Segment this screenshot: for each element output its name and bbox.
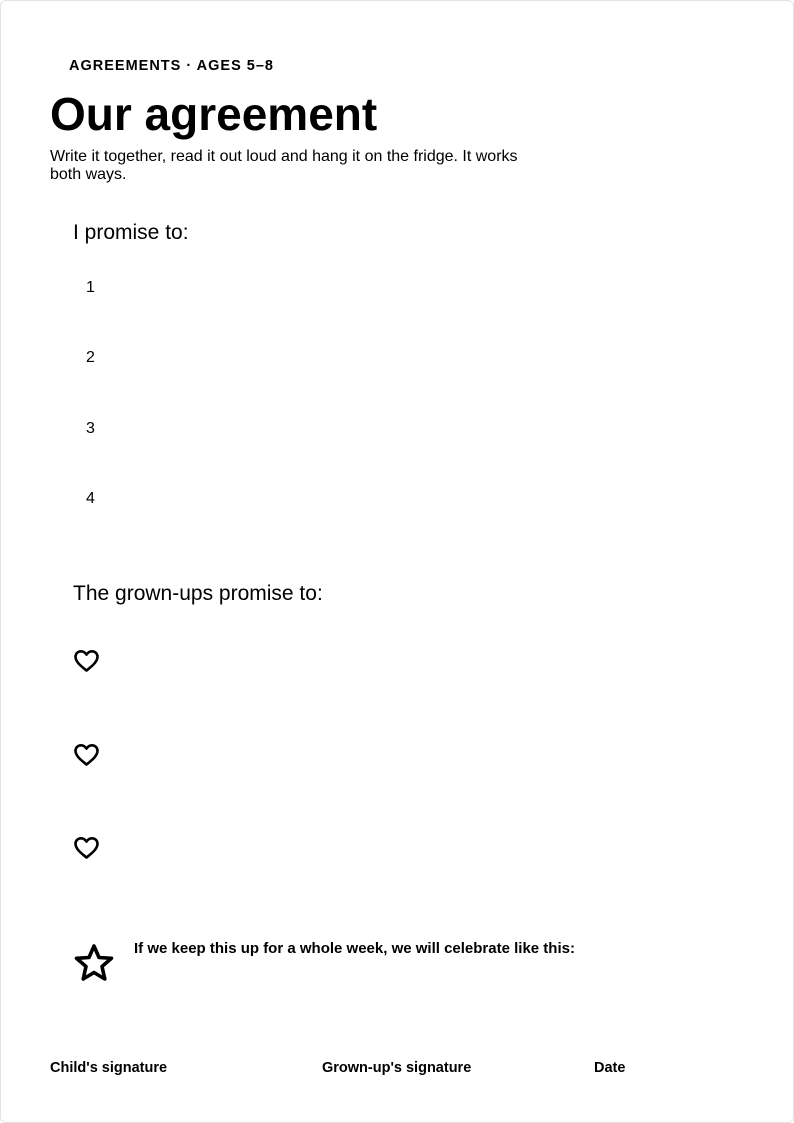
- star-icon: [73, 943, 115, 983]
- child-signature-label: Child's signature: [50, 1060, 168, 1076]
- heart-icon: [73, 743, 100, 767]
- child-promise-heading: I promise to:: [73, 221, 189, 244]
- celebration-prompt: If we keep this up for a whole week, we will celebrate like this:: [134, 940, 575, 957]
- promise-number: 2: [86, 349, 95, 366]
- date-label: Date: [594, 1060, 626, 1076]
- eyebrow-label: AGREEMENTS · AGES 5–8: [69, 58, 274, 74]
- child-promise-line-2[interactable]: [86, 348, 95, 368]
- grownup-promise-line-2[interactable]: [73, 743, 100, 767]
- promise-number: 3: [86, 420, 95, 437]
- heart-icon: [73, 649, 100, 673]
- child-promise-line-3[interactable]: [86, 419, 95, 439]
- page-title: Our agreement: [50, 88, 378, 140]
- child-promise-line-4[interactable]: [86, 489, 95, 509]
- child-promise-line-1[interactable]: [86, 278, 95, 298]
- promise-number: 4: [86, 490, 95, 507]
- promise-number: 1: [86, 279, 95, 296]
- grownup-promise-heading: The grown-ups promise to:: [73, 582, 323, 605]
- intro-text: Write it together, read it out loud and hang it on the fridge. It works both ways.: [50, 148, 518, 183]
- grownup-promise-line-3[interactable]: [73, 836, 100, 860]
- heart-icon: [73, 836, 100, 860]
- grownup-signature-label: Grown-up's signature: [322, 1060, 472, 1076]
- grownup-promise-line-1[interactable]: [73, 649, 100, 673]
